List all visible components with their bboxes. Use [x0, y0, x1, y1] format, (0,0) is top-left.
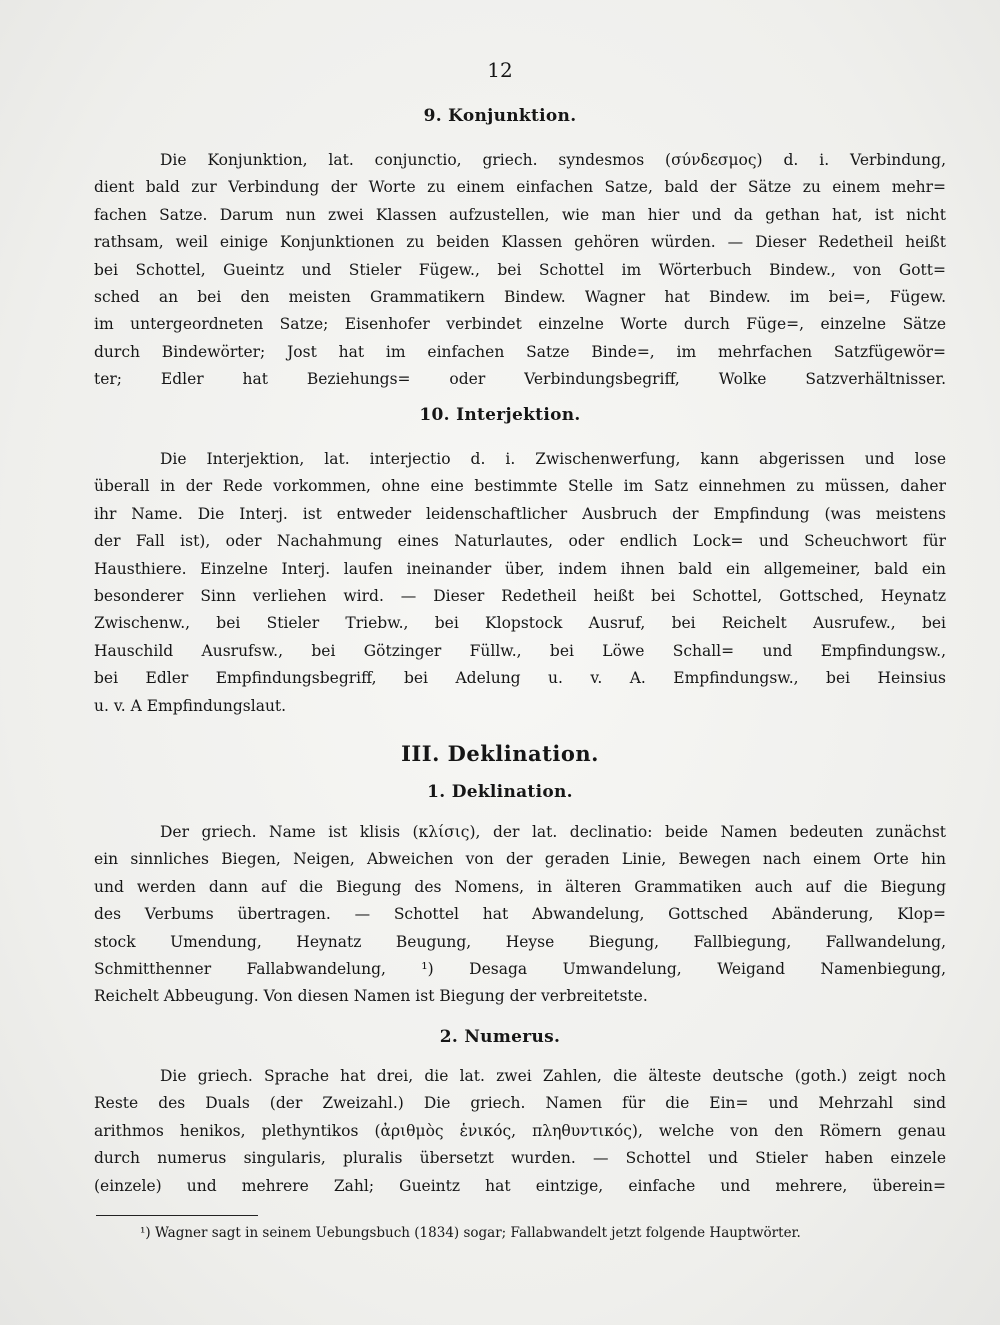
page-number: 12	[487, 58, 513, 82]
text-line: dient bald zur Verbindung der Worte zu einem einfachen Satze, bald der Sätze zu einem mehr=	[94, 178, 946, 197]
paragraph-deklination	[94, 819, 946, 1011]
text-line: Die griech. Sprache hat drei, die lat. zwei Zahlen, die älteste deutsche (goth.) zeigt noch	[160, 1067, 946, 1085]
text-line: ein sinnliches Biegen, Neigen, Abweichen von der geraden Linie, Bewegen nach einem Orte hin	[94, 850, 946, 869]
section-heading-konjunktion: 9. Konjunktion.	[423, 106, 577, 126]
text-line: Der griech. Name ist klisis (κλίσις), der lat. declinatio: beide Namen bedeuten zunächst	[160, 823, 946, 841]
text-line: überall in der Rede vorkommen, ohne eine bestimmte Stelle im Satz einnehmen zu müssen, daher	[94, 477, 946, 496]
text-line: u. v. A Empfindungslaut.	[94, 696, 287, 715]
text-line: Reste des Duals (der Zweizahl.) Die griech. Namen für die Ein= und Mehrzahl sind	[94, 1094, 946, 1113]
text-line: fachen Satze. Darum nun zwei Klassen aufzustellen, wie man hier und da gethan hat, ist nicht	[94, 205, 946, 224]
text-line: arithmos henikos, plethyntikos (ἀριθμὸς ἑνικός, πληθυντικός), welche von den Römern genau	[94, 1121, 946, 1140]
text-line: durch Bindewörter; Jost hat im einfachen Satze Binde=, im mehrfachen Satzfügewör=	[94, 342, 946, 361]
text-line: im untergeordneten Satze; Eisenhofer verbindet einzelne Worte durch Füge=, einzelne Sätze	[94, 315, 946, 334]
section-heading-numerus: 2. Numerus.	[439, 1027, 561, 1047]
text-line: sched an bei den meisten Grammatikern Bindew. Wagner hat Bindew. im bei=, Fügew.	[94, 287, 946, 306]
footnote-divider	[96, 1215, 258, 1216]
text-line: Hauschild Ausrufsw., bei Götzinger Füllw., bei Löwe Schall= und Empfindungsw.,	[94, 641, 946, 660]
text-line: Die Konjunktion, lat. conjunctio, griech. syndesmos (σύνδεσμος) d. i. Verbindung,	[160, 151, 946, 169]
text-line: besonderer Sinn verliehen wird. — Dieser Redetheil heißt bei Schottel, Gottsched, Heynatz	[94, 586, 946, 605]
text-line: und werden dann auf die Biegung des Nomens, in älteren Grammatiken auch auf die Biegung	[94, 877, 946, 896]
text-line: des Verbums übertragen. — Schottel hat Abwandelung, Gottsched Abänderung, Klop=	[94, 905, 946, 924]
paragraph-konjunktion	[94, 147, 946, 394]
text-line: Hausthiere. Einzelne Interj. laufen ineinander über, indem ihnen bald ein allgemeiner, bald ein	[94, 559, 946, 578]
text-line: bei Schottel, Gueintz und Stieler Fügew., bei Schottel im Wörterbuch Bindew., von Gott=	[94, 260, 946, 279]
paragraph-numerus	[94, 1063, 946, 1200]
part-heading-deklination: III. Deklination.	[401, 741, 599, 766]
section-heading-deklination: 1. Deklination.	[427, 782, 573, 802]
text-line: durch numerus singularis, pluralis übersetzt wurden. — Schottel und Stieler haben einzele	[94, 1149, 946, 1168]
text-line: stock Umendung, Heynatz Beugung, Heyse Biegung, Fallbiegung, Fallwandelung,	[94, 932, 946, 951]
text-line: Reichelt Abbeugung. Von diesen Namen ist Biegung der verbreitetste.	[94, 987, 648, 1006]
text-line: der Fall ist), oder Nachahmung eines Naturlautes, oder endlich Lock= und Scheuchwort für	[94, 532, 946, 551]
paragraph-interjektion	[94, 446, 946, 720]
text-line: Die Interjektion, lat. interjectio d. i. Zwischenwerfung, kann abgerissen und lose	[160, 450, 946, 468]
text-line: Zwischenw., bei Stieler Triebw., bei Klopstock Ausruf, bei Reichelt Ausrufew., bei	[94, 614, 946, 633]
footnote: ¹) Wagner sagt in seinem Uebungsbuch (1834) sogar; Fallabwandelt jetzt folgende Hauptwörter.	[140, 1225, 801, 1241]
section-heading-interjektion: 10. Interjektion.	[419, 405, 581, 425]
text-line: (einzele) und mehrere Zahl; Gueintz hat eintzige, einfache und mehrere, überein=	[94, 1176, 946, 1195]
text-line: bei Edler Empfindungsbegriff, bei Adelung u. v. A. Empfindungsw., bei Heinsius	[94, 669, 946, 688]
text-line: ihr Name. Die Interj. ist entweder leidenschaftlicher Ausbruch der Empfindung (was meistens	[94, 504, 946, 523]
text-line: Schmitthenner Fallabwandelung, ¹) Desaga Umwandelung, Weigand Namenbiegung,	[94, 959, 946, 978]
text-line: ter; Edler hat Beziehungs= oder Verbindungsbegriff, Wolke Satzverhältnisser.	[94, 370, 946, 389]
text-line: rathsam, weil einige Konjunktionen zu beiden Klassen gehören würden. — Dieser Redetheil heißt	[94, 233, 946, 252]
